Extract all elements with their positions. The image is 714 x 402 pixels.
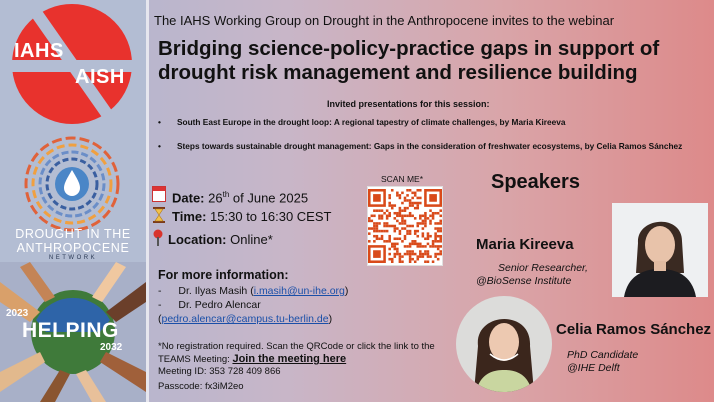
bullet-marker: •	[158, 117, 161, 127]
hourglass-icon	[153, 207, 165, 223]
location-value: Online*	[226, 232, 273, 247]
contact-open: (	[158, 313, 162, 325]
scan-me-label: SCAN ME*	[381, 174, 424, 184]
title-line2: drought risk management and resilience building	[158, 61, 638, 84]
meeting-id: Meeting ID: 353 728 409 866	[158, 366, 281, 377]
date-row	[172, 190, 308, 205]
date-day: 26	[208, 190, 223, 206]
more-info-heading: For more information:	[158, 268, 289, 282]
qr-code[interactable]	[367, 186, 443, 266]
speaker-affiliation: @IHE Delft	[567, 362, 620, 374]
contact-2	[158, 299, 261, 311]
presentation-text: Steps towards sustainable drought management: Gaps in the consideration of freshwater ecosystems, by Celia Ramos Sánchez	[177, 141, 683, 151]
portrait-celia	[456, 296, 552, 392]
portrait-maria	[612, 203, 708, 297]
speaker-role: PhD Candidate	[567, 349, 639, 361]
iahs-aish-logo	[0, 0, 146, 130]
contact-email-link[interactable]: i.masih@un-ihe.org	[253, 285, 345, 297]
note-text: *No registration required. Scan the QRCode or click the link to the TEAMS Meeting:	[158, 341, 435, 365]
drought-title-line1: DROUGHT IN THE	[15, 227, 131, 241]
qr-pattern	[368, 187, 442, 265]
contact-name: Dr. Ilyas Masih (	[178, 285, 254, 297]
location-label: Location:	[168, 232, 227, 247]
presentation-text: South East Europe in the drought loop: A regional tapestry of climate challenges, by Maria Kireeva	[177, 117, 566, 127]
date-rest: of June 2025	[229, 190, 309, 206]
year-end: 2032	[100, 342, 123, 353]
contact-email-link[interactable]: pedro.alencar@campus.tu-berlin.de	[161, 313, 329, 325]
time-label: Time:	[172, 209, 207, 224]
invite-text: The IAHS Working Group on Drought in the Anthropocene invites to the webinar	[154, 13, 615, 28]
session-heading: Invited presentations for this session:	[327, 99, 490, 109]
iahs-label: IAHS	[14, 40, 64, 62]
year-start: 2023	[6, 308, 29, 319]
speaker-name: Celia Ramos Sánchez	[556, 321, 712, 338]
speaker-role: Senior Researcher,	[498, 262, 588, 274]
contact-dash: -	[158, 285, 162, 297]
calendar-icon	[152, 186, 166, 202]
drought-network-logo	[22, 134, 122, 234]
speaker-affiliation: @BioSense Institute	[476, 275, 572, 287]
helping-text: HELPING	[22, 319, 119, 342]
contact-close: )	[344, 285, 349, 297]
location-row	[168, 232, 273, 247]
date-label: Date:	[172, 190, 205, 206]
drought-title-line2: ANTHROPOCENE	[16, 241, 130, 255]
contact-name: Dr. Pedro Alencar	[178, 299, 261, 311]
network-label: NETWORK	[48, 255, 98, 261]
speaker-name: Maria Kireeva	[476, 236, 574, 253]
speakers-heading: Speakers	[491, 171, 580, 193]
contact-close: )	[328, 313, 333, 325]
speaker-photo-celia	[456, 296, 552, 392]
join-meeting-link[interactable]: Join the meeting here	[232, 353, 347, 365]
aish-label: AISH	[75, 66, 125, 88]
speaker-photo-maria	[612, 203, 708, 297]
bullet-marker: •	[158, 141, 161, 151]
helping-logo	[0, 262, 146, 402]
location-pin-icon	[152, 229, 164, 246]
sidebar-divider	[146, 0, 149, 402]
title-line1: Bridging science-policy-practice gaps in support of	[158, 37, 660, 60]
contact-2-email-row	[158, 313, 332, 325]
webinar-title	[158, 37, 698, 85]
registration-note	[158, 341, 448, 366]
time-value: 15:30 to 16:30 CEST	[206, 209, 332, 224]
passcode: Passcode: fx3iM2eo	[158, 381, 244, 392]
date-suffix: th	[222, 190, 230, 199]
contact-dash: -	[158, 299, 162, 311]
contact-1	[158, 285, 348, 297]
time-row	[172, 209, 331, 224]
